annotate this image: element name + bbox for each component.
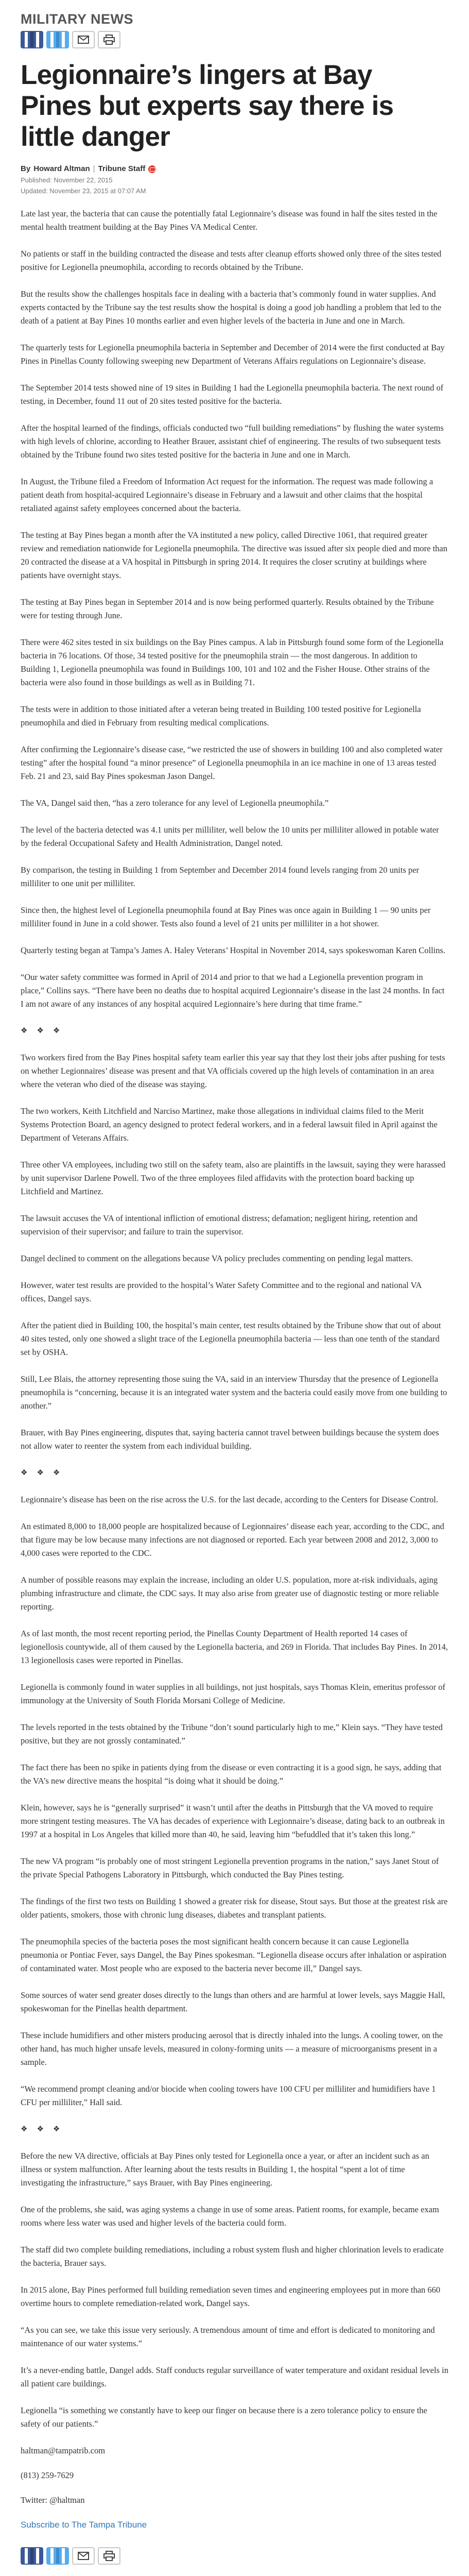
published-date: Published: November 22, 2015: [21, 176, 113, 184]
paragraph: Late last year, the bacteria that can cause the potentially fatal Legionnaire’s disease was found in half the sites tested in the mental health treatment building at the Bay Pines VA Medical Center.: [21, 209, 438, 232]
twitter-share-button[interactable]: [46, 2547, 69, 2565]
facebook-icon: [25, 32, 39, 47]
paragraph: “Our water safety committee was formed in April of 2014 and prior to that we had a Legionella prevention program in place,” Collins says. “There have been no deaths due to hospital acquired Legionnaire’s disease in the last 24 months. In fact I am not aware of any instances of any hospital acquired Legionnaire’s here during that time frame.”: [21, 972, 445, 1009]
article-body: [21, 207, 448, 2431]
paragraph: After the hospital learned of the findings, officials conducted two “full building remediations” by flushing the water systems with high levels of chlorine, according to Heather Brauer, assistant chief of engineering. The results of two subsequent tests obtained by the Tribune found two sites tested positive for the bacteria in June and one in March.: [21, 423, 444, 460]
paragraph: The tests were in addition to those initiated after a veteran being treated in Building 100 tested positive for Legionella pneumophila and died in February from resulting medical complications.: [21, 704, 421, 727]
facebook-share-button[interactable]: [21, 31, 43, 48]
paragraph: The fact there has been no spike in patients dying from the disease or even contracting it is a good sign, he says, adding that the VA’s new directive means the hospital “is doing what it should be doing.”: [21, 1762, 442, 1786]
paragraph: Legionnaire’s disease has been on the rise across the U.S. for the last decade, according to the Centers for Disease Control.: [21, 1495, 438, 1504]
paragraph: The levels reported in the tests obtained by the Tribune “don’t sound particularly high to me,” Klein says. “They have tested positive, but they are not grossly contaminated.”: [21, 1722, 443, 1745]
updated-date: Updated: November 23, 2015 at 07:07 AM: [21, 187, 146, 195]
twitter-share-button[interactable]: [46, 31, 69, 48]
author-contact: [21, 2444, 448, 2507]
paragraph: The level of the bacteria detected was 4.1 units per milliliter, well below the 10 units per milliliter allowed in potable water by the federal Occupational Safety and Health Administration, Dangel noted.: [21, 825, 439, 848]
byline-outlet: Tribune Staff: [98, 164, 146, 173]
share-bar-top: [21, 31, 448, 48]
paragraph: Three other VA employees, including two still on the safety team, also are plaintiffs in the lawsuit, saying they were harassed by unit supervisor Darlene Powell. Two of the three employees filed affidavits with the protection board backing up Litchfield and Martinez.: [21, 1160, 446, 1196]
paragraph: In August, the Tribune filed a Freedom of Information Act request for the information. The request was made following a patient death from hospital-acquired Legionnaire’s disease in February and a lawsuit and other claims that the hospital retaliated against safety employees concerned about the bacteria.: [21, 477, 433, 513]
author-email[interactable]: haltman@tampatrib.com: [21, 2446, 106, 2455]
paragraph: The new VA program “is probably one of most stringent Legionella prevention programs in the nation,” says Janet Stout of the private Special Pathogens Laboratory in Pittsburgh, which conducted the Bay Pines testing.: [21, 1856, 439, 1879]
email-icon: [78, 36, 89, 44]
email-share-button[interactable]: [72, 2547, 95, 2565]
print-button[interactable]: [98, 31, 120, 48]
paragraph: The VA, Dangel said then, “has a zero tolerance for any level of Legionella pneumophila.”: [21, 798, 329, 808]
author-name[interactable]: Howard Altman: [33, 164, 90, 173]
paragraph: No patients or staff in the building contracted the disease and tests after cleanup efforts showed only three of the sites tested positive for Legionella pneumophila, according to records obtained by the Tribune.: [21, 249, 442, 272]
twitter-icon: [50, 2548, 65, 2564]
paragraph: “We recommend prompt cleaning and/or biocide when cooling towers have 100 CFU per milliliter and humidifiers have 1 CFU per milliliter,” Hall said.: [21, 2084, 436, 2107]
paragraph: Legionella “is something we constantly have to keep our finger on because there is a zero tolerance policy to ensure the safety of our patients.”: [21, 2405, 427, 2429]
paragraph: These include humidifiers and other misters producing aerosol that is directly inhaled into the lungs. A cooling tower, on the other hand, has much higher unsafe levels, measured in colony-forming units — a measure of microorganisms present in a sample.: [21, 2030, 443, 2067]
paragraph: Some sources of water send greater doses directly to the lungs than others and are harmful at lower levels, says Maggie Hall, spokeswoman for the Pinellas health department.: [21, 1990, 445, 2013]
email-icon: [78, 2552, 89, 2560]
twitter-icon: [50, 32, 65, 47]
paragraph: There were 462 sites tested in six buildings on the Bay Pines campus. A lab in Pittsburgh found some form of the Legionella bacteria in 76 locations. Of those, 34 tested positive for the pneumophila strain — the most dangerous. In addition to Building 1, Legionella pneumophila was found in Buildings 100, 101 and 102 and the Fisher House. Other strains of the bacteria were also found in those buildings as well as in Building 71.: [21, 637, 444, 687]
paragraph: Legionella is commonly found in water supplies in all buildings, not just hospitals, says Thomas Klein, emeritus professor of immunology at the University of South Florida Morsani College of Medicine.: [21, 1682, 446, 1705]
share-bar-bottom: [21, 2547, 448, 2565]
paragraph: An estimated 8,000 to 18,000 people are hospitalized because of Legionnaires’ disease each year, according to the CDC, and that figure may be low because many infections are not diagnosed or reported. Each year between 2008 and 2012, 3,000 to 4,000 cases were reported to the CDC.: [21, 1521, 444, 1558]
paragraph: Klein, however, says he is “generally surprised” it wasn’t until after the deaths in Pittsburgh that the VA moved to require more stringent testing measures. The VA has decades of experience with Legionnaire’s disease, dating back to an outbreak in 1997 at a hospital in Los Angeles that killed more than 40, he said, leaving him “befuddled that it’s taken this long.”: [21, 1803, 445, 1839]
paragraph: Brauer, with Bay Pines engineering, disputes that, saying bacteria cannot travel between buildings because the system does not allow water to reenter the system from each individual building.: [21, 1428, 439, 1451]
author-twitter[interactable]: Twitter: @haltman: [21, 2495, 85, 2505]
paragraph: After the patient died in Building 100, the hospital’s main center, test results obtained by the Tribune show that out of about 40 sites tested, only one showed a slight trace of the Legionella pneumophila bacteria — less than one tenth of the standard set by OSHA.: [21, 1320, 441, 1357]
paragraph: In 2015 alone, Bay Pines performed full building remediation seven times and engineering employees put in more than 660 overtime hours to complete remediation-related work, Dangel says.: [21, 2285, 441, 2308]
email-share-button[interactable]: [72, 31, 95, 48]
facebook-icon: [25, 2548, 39, 2564]
facebook-share-button[interactable]: [21, 2547, 43, 2565]
byline-separator: |: [93, 164, 95, 173]
section-label: MILITARY NEWS: [21, 11, 133, 27]
paragraph: The staff did two complete building remediations, including a robust system flush and higher chlorination levels to eradicate the bacteria, Brauer says.: [21, 2245, 444, 2268]
paragraph: A number of possible reasons may explain the increase, including an older U.S. population, more at-risk individuals, aging plumbing infrastructure and climate, the CDC says. It may also arise from greater use of diagnostic testing or more reliable reporting.: [21, 1575, 439, 1612]
article-dates: [21, 175, 448, 196]
paragraph: By comparison, the testing in Building 1 from September and December 2014 found levels ranging from 20 units per milliliter to one unit per milliliter.: [21, 865, 419, 888]
paragraph: The September 2014 tests showed nine of 19 sites in Building 1 had the Legionella pneumophila bacteria. The next round of testing, in December, found 11 out of 20 sites tested positive for the bacteria.: [21, 383, 444, 406]
paragraph: It’s a never-ending battle, Dangel adds. Staff conducts regular surveillance of water temperature and oxidant residual levels in all patient care buildings.: [21, 2365, 448, 2388]
section-break-ornament: ❖❖❖: [21, 2125, 70, 2133]
paragraph: The pneumophila species of the bacteria poses the most significant health concern because it can cause Legionella pneumonia or Pontiac Fever, says Dangel, the Bay Pines spokesman. “Legionella disease occurs after inhalation or aspiration of contaminated water. Most people who are exposed to the bacteria never become ill,” Dangel says.: [21, 1937, 447, 1973]
paragraph: The lawsuit accuses the VA of intentional infliction of emotional distress; defamation; negligent hiring, retention and supervision of their supervisor; and failure to train the supervisor.: [21, 1213, 418, 1236]
print-icon: [103, 35, 115, 45]
byline: [21, 164, 448, 174]
paragraph: After confirming the Legionnaire’s disease case, “we restricted the use of showers in building 100 and also completed water testing” after the hospital found “a minor presence” of Legionella pneumophila in an ice machine in one of 13 areas tested Feb. 21 and 23, said Bay Pines spokesman Jason Dangel.: [21, 744, 443, 781]
author-email-icon[interactable]: [148, 165, 156, 173]
paragraph: The testing at Bay Pines began in September 2014 and is now being performed quarterly. Results obtained by the Tribune were for testing through June.: [21, 597, 434, 620]
byline-prefix: By: [21, 164, 31, 173]
print-button[interactable]: [98, 2547, 120, 2565]
paragraph: Quarterly testing began at Tampa’s James A. Haley Veterans’ Hospital in November 2014, says spokeswoman Karen Collins.: [21, 945, 446, 955]
paragraph: As of last month, the most recent reporting period, the Pinellas County Department of Health reported 14 cases of legionellosis countywide, all of them caused by the Legionella bacteria, and 269 in Florida. That includes Bay Pines. In 2014, 13 legionellosis cases were reported in Pinellas.: [21, 1629, 448, 1665]
paragraph: The quarterly tests for Legionella pneumophila bacteria in September and December of 2014 were the first conducted at Bay Pines in Pinellas County following sweeping new Department of Veterans Affairs regulations on Legionnaire’s disease.: [21, 343, 445, 366]
paragraph: The testing at Bay Pines began a month after the VA instituted a new policy, called Directive 1061, that required greater review and remediation nationwide for Legionella pneumophila. The directive was issued after six people died and more than 20 contracted the disease at a VA hospital in Pittsburgh in spring 2014. It requires the closer scrutiny at buildings where patients have overnight stays.: [21, 530, 448, 580]
paragraph: The findings of the first two tests on Building 1 showed a greater risk for disease, Stout says. But those at the greatest risk are older patients, smokers, those with chronic lung diseases, diabetes and transplant patients.: [21, 1896, 448, 1920]
paragraph: Since then, the highest level of Legionella pneumophila found at Bay Pines was once again in Building 1 — 90 units per milliliter found in June in a cold shower. Tests also found a level of 21 units per milliliter in a hot shower.: [21, 905, 431, 928]
paragraph: Two workers fired from the Bay Pines hospital safety team earlier this year say that they lost their jobs after pushing for tests on whether Legionnaires’ disease was present and that VA officials covered up the high levels of contamination in an area where the veteran who died of the disease was staying.: [21, 1053, 445, 1089]
paragraph: “As you can see, we take this issue very seriously. A tremendous amount of time and effort is dedicated to monitoring and maintenance of our water systems.”: [21, 2325, 435, 2348]
section-break-ornament: ❖❖❖: [21, 1469, 70, 1477]
article-headline: Legionnaire’s lingers at Bay Pines but experts say there is little danger: [21, 60, 394, 152]
paragraph: The two workers, Keith Litchfield and Narciso Martinez, make those allegations in individual claims filed to the Merit Systems Protection Board, an agency designed to protect federal workers, and in a federal lawsuit filed in April against the Department of Veterans Affairs.: [21, 1106, 438, 1143]
paragraph: Before the new VA directive, officials at Bay Pines only tested for Legionella once a year, or after an incident such as an illness or system malfunction. After learning about the tests results in Building 1, the hospital “spent a lot of time investigating the infrastructure,” says Brauer, with Bay Pines engineering.: [21, 2151, 429, 2188]
subscribe-link[interactable]: Subscribe to The Tampa Tribune: [21, 2520, 147, 2530]
section-break-ornament: ❖❖❖: [21, 1027, 70, 1035]
paragraph: But the results show the challenges hospitals face in dealing with a bacteria that’s commonly found in water supplies. And experts contacted by the Tribune say the test results show the hospital is doing a good job handling a problem that led to the death of a patient at Bay Pines 10 months earlier and even higher levels of the bacteria in June and one in March.: [21, 289, 442, 326]
paragraph: One of the problems, she said, was aging systems a change in use of some areas. Patient rooms, for example, became exam rooms where less water was used and higher levels of the bacteria could form.: [21, 2205, 439, 2228]
print-icon: [103, 2551, 115, 2561]
paragraph: Still, Lee Blais, the attorney representing those suing the VA, said in an interview Thursday that the presence of Legionella pneumophila is “concerning, because it is an integrated water system and the bacteria could easily move from one building to another.”: [21, 1374, 447, 1411]
author-phone: (813) 259-7629: [21, 2470, 74, 2480]
paragraph: Dangel declined to comment on the allegations because VA policy precludes commenting on pending legal matters.: [21, 1253, 413, 1263]
paragraph: However, water test results are provided to the hospital’s Water Safety Committee and to the regional and national VA offices, Dangel says.: [21, 1280, 422, 1303]
